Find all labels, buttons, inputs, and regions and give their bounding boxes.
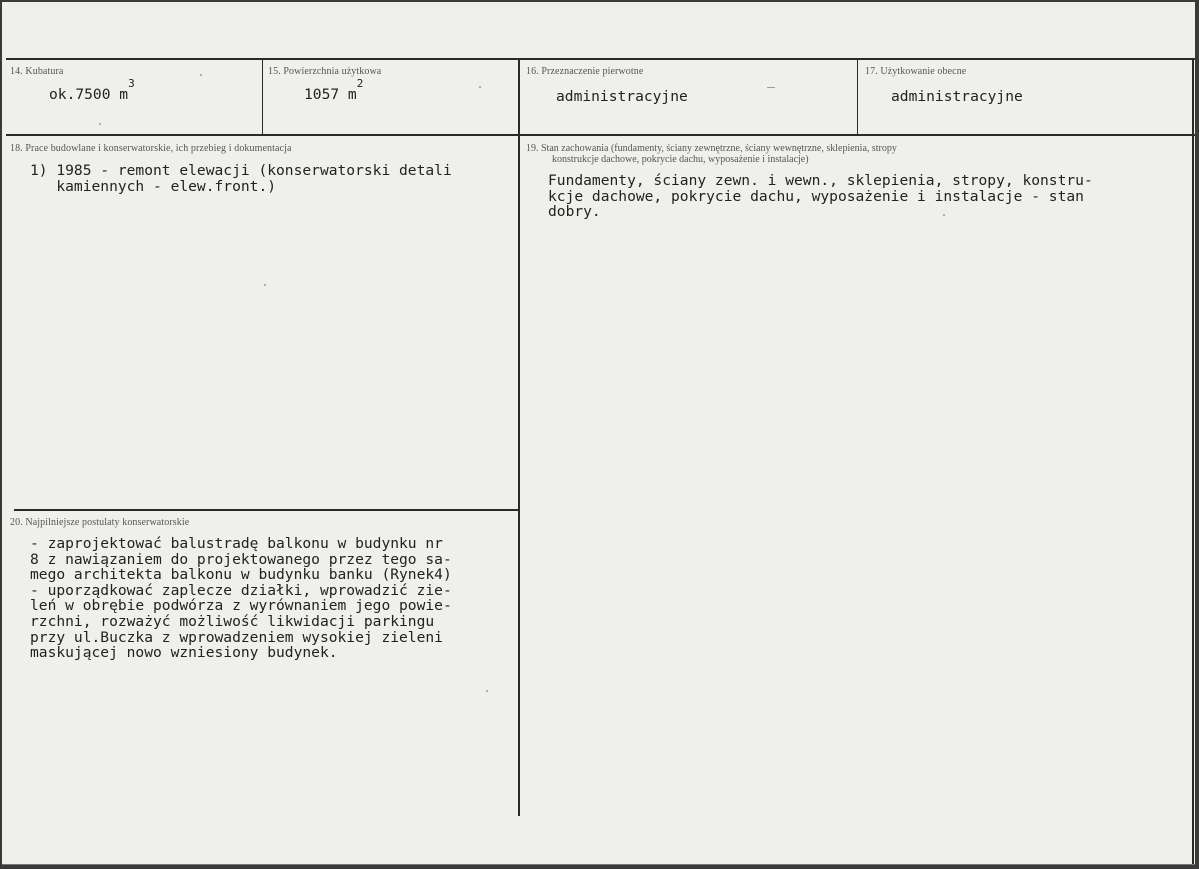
field-19-label-line: 19. Stan zachowania (fundamenty, ściany zewnętrzne, ściany wewnętrzne, sklepienia, stropy	[526, 143, 897, 154]
paper-speck	[479, 86, 481, 88]
field-16-label: 16. Przeznaczenie pierwotne	[526, 66, 644, 77]
record-card	[2, 2, 1195, 865]
field-16-value: administracyjne	[556, 88, 688, 105]
field-17-value: administracyjne	[891, 88, 1023, 105]
divider-16-17	[857, 60, 858, 134]
field-19-text	[548, 173, 1093, 220]
field-15-label: 15. Powierzchnia użytkowa	[268, 66, 382, 77]
field-17-label: 17. Użytkowanie obecne	[865, 66, 967, 77]
field-15-value: 1057 $m^2$	[304, 77, 364, 103]
text-line: przy ul.Buczka z wprowadzeniem wysokiej zieleni	[30, 628, 443, 646]
field-14-value: ok.7500 $m^3$	[49, 77, 135, 103]
text-line: dobry.	[548, 203, 601, 221]
field-19-label	[526, 143, 897, 165]
text-line: 8 z nawiązaniem do projektowanego przez tego sa-	[30, 550, 452, 568]
field-15-exponent: 2	[356, 77, 364, 90]
text-line: kcje dachowe, pokrycie dachu, wyposażenie i instalacje - stan	[548, 187, 1084, 205]
field-14-exponent: 3	[128, 77, 135, 90]
right-edge	[1192, 60, 1194, 865]
paper-speck	[200, 74, 202, 76]
top-rule	[6, 58, 1195, 60]
text-line: leń w obrębie podwórza z wyrównaniem jego powie-	[30, 597, 452, 615]
bottom-edge	[2, 864, 1195, 865]
text-line: maskującej nowo wzniesiony budynek.	[30, 644, 338, 662]
text-line: rzchni, rozważyć możliwość likwidacji parkingu	[30, 612, 435, 630]
section-divider	[14, 509, 519, 511]
paper-speck	[99, 123, 101, 125]
text-line: Fundamenty, ściany zewn. i wewn., sklepienia, stropy, konstru-	[548, 172, 1093, 189]
field-18-label: 18. Prace budowlane i konserwatorskie, ich przebieg i dokumentacja	[10, 143, 292, 154]
field-20-text	[30, 536, 452, 661]
text-line: - zaprojektować balustradę balkonu w budynku nr	[30, 535, 443, 552]
divider-14-15	[262, 60, 263, 134]
text-line: 1) 1985 - remont elewacji (konserwatorski detali	[30, 162, 452, 179]
field-20-label: 20. Najpilniejsze postulaty konserwatorskie	[10, 517, 190, 528]
paper-speck	[486, 690, 488, 692]
text-line: - uporządkować zaplecze działki, wprowadzić zie-	[30, 581, 452, 599]
paper-speck	[943, 214, 945, 216]
paper-speck	[767, 87, 775, 88]
field-19-label-line: konstrukcje dachowe, pokrycie dachu, wyposażenie i instalacje)	[552, 154, 809, 165]
text-line: mego architekta balkonu w budynku banku (Rynek4)	[30, 566, 452, 584]
field-14-label: 14. Kubatura	[10, 66, 64, 77]
paper-speck	[264, 284, 266, 286]
text-line: kamiennych - elew.front.)	[30, 177, 277, 195]
row-divider	[6, 134, 1195, 136]
divider-15-16	[518, 60, 520, 816]
field-18-text	[30, 163, 452, 194]
